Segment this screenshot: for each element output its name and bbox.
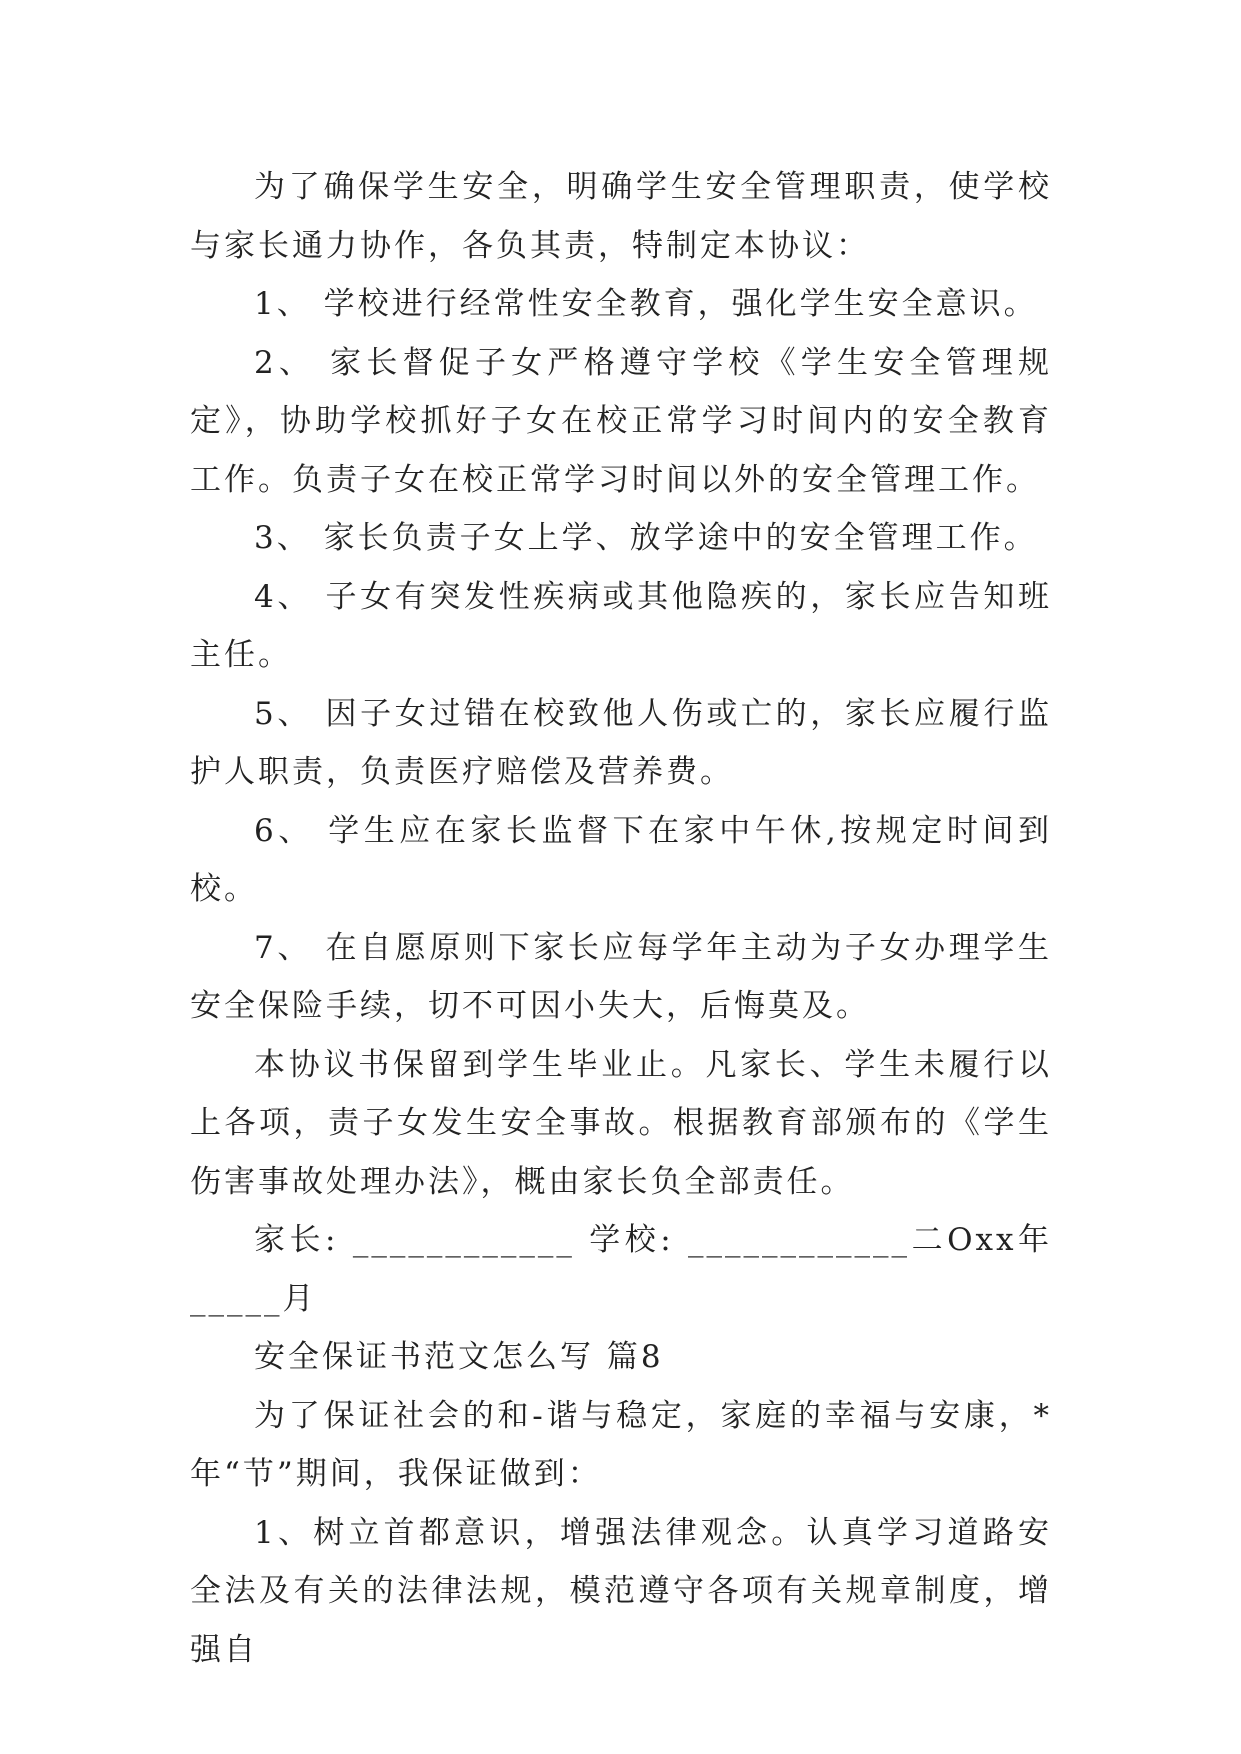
pledge-intro-paragraph: 为了保证社会的和-谐与稳定，家庭的幸福与安康，*年“节”期间，我保证做到： xyxy=(190,1397,1052,1492)
section-heading: 安全保证书范文怎么写 篇8 xyxy=(254,1339,664,1375)
pledge-item-1: 1、树立首都意识，增强法律观念。认真学习道路安全法及有关的法律法规，模范遵守各项有关规章制度，增强自 xyxy=(190,1514,1052,1668)
signature-line: 家长: ____________ 学校: ____________二Oxx年_____月 xyxy=(190,1222,1052,1317)
document-body xyxy=(190,158,1052,1679)
intro-paragraph: 为了确保学生安全，明确学生安全管理职责，使学校与家长通力协作，各负其责，特制定本协议： xyxy=(190,169,1052,264)
clause-5: 5、 因子女过错在校致他人伤或亡的，家长应履行监护人职责，负责医疗赔偿及营养费。 xyxy=(190,695,1052,790)
clause-6: 6、 学生应在家长监督下在家中午休,按规定时间到校。 xyxy=(190,812,1052,907)
clause-7: 7、 在自愿原则下家长应每学年主动为子女办理学生安全保险手续，切不可因小失大，后悔莫及。 xyxy=(190,929,1052,1024)
clause-3: 3、 家长负责子女上学、放学途中的安全管理工作。 xyxy=(254,520,1038,556)
clause-2: 2、 家长督促子女严格遵守学校《学生安全管理规定》，协助学校抓好子女在校正常学习时间内的安全教育工作。负责子女在校正常学习时间以外的安全管理工作。 xyxy=(190,344,1052,498)
clause-4: 4、 子女有突发性疾病或其他隐疾的，家长应告知班主任。 xyxy=(190,578,1052,673)
validity-paragraph: 本协议书保留到学生毕业止。凡家长、学生未履行以上各项，责子女发生安全事故。根据教育部颁布的《学生伤害事故处理办法》，概由家长负全部责任。 xyxy=(190,1046,1052,1200)
clause-1: 1、 学校进行经常性安全教育，强化学生安全意识。 xyxy=(254,286,1038,322)
